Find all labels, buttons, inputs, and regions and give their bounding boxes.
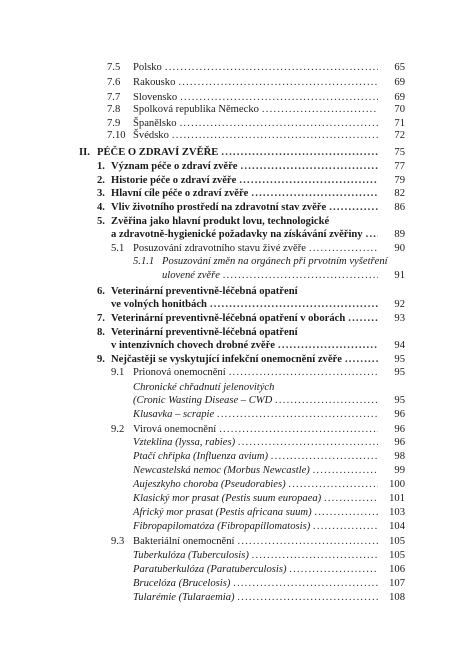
section-number: 1. [97,161,105,172]
page-number: 93 [394,313,405,324]
page-number: 72 [394,130,405,141]
toc-row [0,61,466,74]
entry-title: Nejčastěji se vyskytující infekční onemocnění zvěře [111,354,342,365]
page-number: 95 [394,354,405,365]
section-number: 5. [97,216,105,227]
dot-leader [290,563,379,576]
section-number: 7.10 [107,130,126,141]
section-number: 9.1 [111,367,125,378]
toc-row [0,103,466,116]
entry-title: ulovené zvěře [162,270,220,281]
toc-row-continuation [0,298,466,311]
page-number: 105 [389,536,405,547]
dot-leader [329,201,378,214]
section-number: 2. [97,175,105,186]
toc-row [0,160,466,173]
section-number: 5.1 [111,243,125,254]
toc-entry[interactable] [133,591,380,604]
dot-leader [221,146,378,159]
page-number: 69 [394,77,405,88]
toc-entry[interactable] [133,423,380,436]
entry-title: Newcastelská nemoc (Morbus Newcastle) [133,465,310,476]
toc-row-continuation [0,394,466,407]
dot-leader [313,464,378,477]
entry-title: Španělsko [133,118,177,129]
section-number: 7.8 [107,104,121,115]
page-number: 101 [389,493,405,504]
dot-leader [348,312,378,325]
toc-entry[interactable] [111,228,380,241]
dot-leader [217,408,378,421]
dot-leader [229,366,378,379]
entry-title: Virová onemocnění [133,424,217,435]
toc-row-continuation [0,339,466,352]
entry-title: Polsko [133,62,162,73]
entry-title: Slovensko [133,92,178,103]
toc-entry[interactable] [133,535,380,548]
dot-leader [241,160,379,173]
page-number: 100 [389,479,405,490]
entry-title: Historie péče o zdraví zvěře [111,175,237,186]
toc-row [0,408,466,421]
page-number: 90 [394,243,405,254]
toc-row [0,129,466,142]
toc-entry[interactable] [133,436,380,449]
dot-leader [309,242,378,255]
section-number: 7.9 [107,118,121,129]
toc-row [0,381,466,394]
dot-leader [219,423,378,436]
part-number: II. [79,147,90,158]
toc-row [0,215,466,228]
page-number: 103 [389,507,405,518]
toc-row [0,174,466,187]
toc-row [0,478,466,491]
page-number: 104 [389,521,405,532]
section-number: 5.1.1 [133,256,155,267]
toc-entry[interactable] [133,242,380,255]
section-number: 7.7 [107,92,121,103]
toc-row [0,326,466,339]
section-number: 9. [97,354,105,365]
toc-row-continuation [0,228,466,241]
entry-title: Vzteklina (lyssa, rabies) [133,437,236,448]
toc-row [0,577,466,590]
entry-title: Africký mor prasat (Pestis africana suum) [133,507,312,518]
dot-leader [315,506,378,519]
page-number: 108 [389,592,405,603]
page-number: 99 [394,465,405,476]
dot-leader [210,298,378,311]
page-number: 95 [394,367,405,378]
toc-entry[interactable] [133,464,380,477]
toc-row [0,492,466,505]
dot-leader [238,535,379,548]
dot-leader [271,450,378,463]
toc-entry[interactable] [111,353,380,366]
dot-leader [324,492,378,505]
toc-row [0,242,466,255]
entry-title: v intenzivních chovech drobné zvěře [111,340,275,351]
entry-title: Rakousko [133,77,176,88]
toc-entry[interactable] [133,394,380,407]
entry-title: a zdravotně-hygienické požadavky na získávání zvěřiny [111,229,363,240]
toc-row [0,285,466,298]
page-number: 96 [394,409,405,420]
toc-entry[interactable] [133,450,380,463]
dot-leader [239,174,378,187]
toc-entry[interactable] [133,549,380,562]
entry-title: Bakteriální onemocnění [133,536,235,547]
page-number: 75 [394,147,405,158]
section-number: 4. [97,202,105,213]
section-number: 7.6 [107,77,121,88]
toc-entry[interactable] [133,103,380,116]
page-number: 89 [394,229,405,240]
page-number: 107 [389,578,405,589]
toc-entry[interactable] [133,563,380,576]
dot-leader [238,436,378,449]
page-number: 106 [389,564,405,575]
toc-entry[interactable] [133,506,380,519]
toc-row [0,549,466,562]
toc-row [0,506,466,519]
page-number: 96 [394,424,405,435]
section-number: 7.5 [107,62,121,73]
toc-row [0,450,466,463]
toc-entry[interactable] [133,520,380,533]
toc-entry[interactable] [111,312,380,325]
entry-title: Fibropapilomatóza (Fibropapillomatosis) [133,521,311,532]
dot-leader [172,129,378,142]
entry-title: Aujeszkyho choroba (Pseudorabies) [133,479,286,490]
page-number: 98 [394,451,405,462]
dot-leader [165,61,378,74]
toc-row-continuation [0,269,466,282]
page-number: 65 [394,62,405,73]
toc-entry[interactable] [133,408,380,421]
entry-title: Význam péče o zdraví zvěře [111,161,238,172]
entry-title: Brucelóza (Brucelosis) [133,578,231,589]
toc-entry[interactable] [111,160,380,173]
toc-entry[interactable] [111,339,380,352]
entry-title: Spolková republika Německo [133,104,259,115]
toc-row [0,312,466,325]
toc-row [0,535,466,548]
toc-entry[interactable] [133,366,380,379]
dot-leader [366,228,378,241]
section-number: 9.3 [111,536,125,547]
entry-title: PÉČE O ZDRAVÍ ZVĚŘE [97,147,219,158]
toc-row [0,563,466,576]
page-number: 95 [394,395,405,406]
dot-leader [289,478,378,491]
entry-title: ve volných honitbách [111,299,207,310]
toc-row [0,464,466,477]
entry-title: Klusavka – scrapie [133,409,215,420]
toc-entry[interactable] [111,201,380,214]
dot-leader [251,187,378,200]
entry-title: Hlavní cíle péče o zdraví zvěře [111,188,249,199]
toc-row [0,201,466,214]
entry-title: (Cronic Wasting Disease – CWD [133,395,273,406]
entry-title: Paratuberkulóza (Paratuberculosis) [133,564,287,575]
page-number: 70 [394,104,405,115]
entry-title: Prionová onemocnění [133,367,226,378]
entry-title: Vliv životního prostředí na zdravotní stav zvěře [111,202,327,213]
toc-row [0,436,466,449]
page-number: 86 [394,202,405,213]
entry-title[interactable]: Zvěřina jako hlavní produkt lovu, technologické [111,216,330,227]
page-number: 77 [394,161,405,172]
toc-entry[interactable] [133,478,380,491]
entry-title: Tularémie (Tularaemia) [133,592,235,603]
section-number: 3. [97,188,105,199]
dot-leader [252,549,378,562]
toc-row [0,520,466,533]
page-number: 91 [394,270,405,281]
toc-entry[interactable] [162,269,380,282]
page-number: 71 [394,118,405,129]
toc-row [0,423,466,436]
toc-row [0,187,466,200]
toc-row [0,353,466,366]
dot-leader [313,520,378,533]
dot-leader [262,103,378,116]
dot-leader [233,577,378,590]
toc-row-part [0,146,466,159]
dot-leader [238,591,378,604]
toc-entry[interactable] [133,61,380,74]
page-number: 96 [394,437,405,448]
dot-leader [345,353,378,366]
section-number: 8. [97,327,105,338]
section-number: 6. [97,286,105,297]
toc-entry[interactable] [111,187,380,200]
toc-entry[interactable] [111,298,380,311]
toc-row [0,255,466,268]
toc-row [0,76,466,89]
dot-leader [278,339,378,352]
toc-entry[interactable] [133,492,380,505]
section-number: 7. [97,313,105,324]
dot-leader [178,76,378,89]
page-number: 69 [394,92,405,103]
entry-title: Klasický mor prasat (Pestis suum europaea) [133,493,322,504]
entry-title: Ptačí chřipka (Influenza avium) [133,451,269,462]
entry-title[interactable]: Veterinární preventivně-léčebná opatření [111,327,298,338]
toc-entry[interactable] [97,146,380,159]
page-number: 105 [389,550,405,561]
entry-title[interactable]: Posuzování změn na orgánech při prvotním vyšetření [162,256,388,267]
entry-title: Posuzování zdravotního stavu živé zvěře [133,243,306,254]
entry-title: Veterinární preventivně-léčebná opatření v oborách [111,313,346,324]
entry-title: Tuberkulóza (Tuberculosis) [133,550,249,561]
toc-row [0,591,466,604]
toc-entry[interactable] [133,129,380,142]
entry-title[interactable]: Chronické chřadnutí jelenovitých [133,382,275,393]
dot-leader [223,269,378,282]
toc-row [0,366,466,379]
page-number: 92 [394,299,405,310]
toc-entry[interactable] [111,174,380,187]
toc-entry[interactable] [133,76,380,89]
toc-entry[interactable] [133,577,380,590]
page-number: 94 [394,340,405,351]
section-number: 9.2 [111,424,125,435]
page-number: 79 [394,175,405,186]
entry-title: Švédsko [133,130,169,141]
dot-leader [275,394,378,407]
page-number: 82 [394,188,405,199]
entry-title[interactable]: Veterinární preventivně-léčebná opatření [111,286,298,297]
